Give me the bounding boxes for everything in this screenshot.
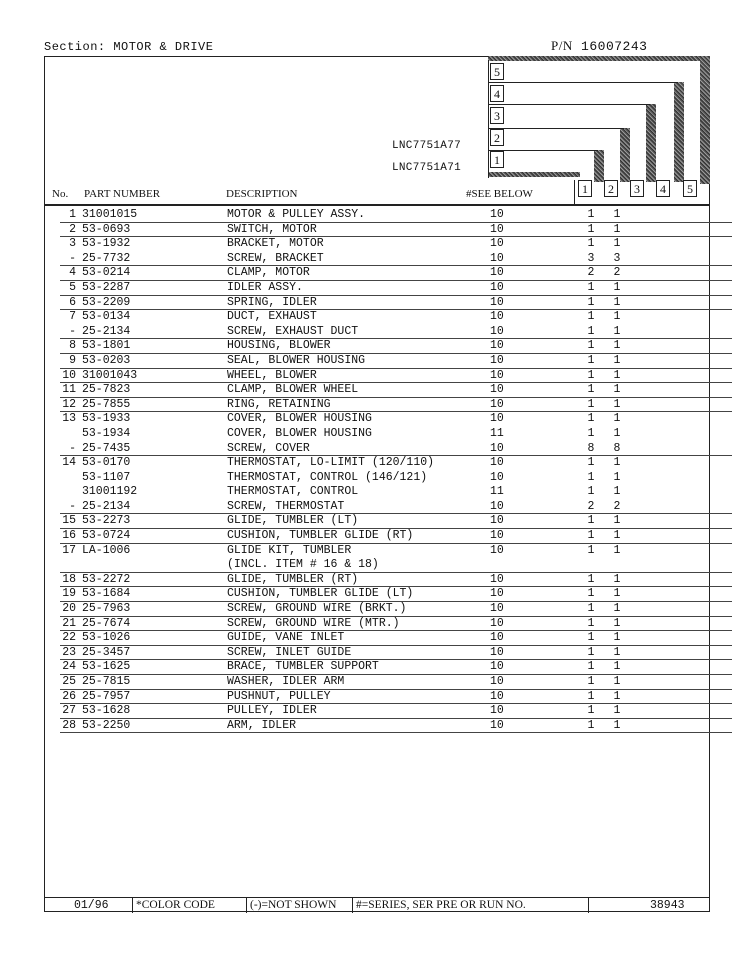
series-code: 10: [490, 543, 504, 557]
part-number: 53-2273: [82, 514, 131, 528]
section-value: MOTOR & DRIVE: [113, 40, 214, 54]
diagram-shade-2: [620, 128, 630, 182]
series-code: 10: [490, 339, 504, 353]
quantity-col-2: 1: [613, 602, 621, 616]
series-code: 10: [490, 397, 504, 411]
column-tag-5: 5: [683, 180, 697, 197]
pn-label: P/N: [551, 38, 573, 53]
footer-not-shown: (-)=NOT SHOWN: [250, 899, 337, 911]
item-number: 11: [62, 383, 76, 397]
series-code: 11: [490, 485, 504, 499]
quantity-col-2: 1: [613, 587, 621, 601]
item-number: 25: [62, 675, 76, 688]
part-number: 53-2250: [82, 718, 131, 732]
part-number: 25-7674: [82, 616, 131, 630]
description: THERMOSTAT, CONTROL: [227, 485, 359, 499]
quantity-col-2: 1: [613, 339, 621, 353]
part-number: 25-2134: [82, 324, 131, 338]
quantity-col-2: 1: [613, 353, 621, 367]
description: PULLEY, IDLER: [227, 704, 317, 718]
description: WHEEL, BLOWER: [227, 368, 317, 382]
table-row: [52, 398, 692, 413]
footer-divider: [246, 898, 247, 913]
item-number: 24: [62, 660, 76, 674]
quantity-col-2: 1: [613, 208, 621, 221]
quantity-col-1: 1: [587, 222, 595, 236]
item-number: 22: [62, 631, 76, 645]
item-number: 3: [69, 237, 76, 251]
item-number: -: [69, 324, 76, 338]
item-number: 10: [62, 368, 76, 382]
footer-color-code: *COLOR CODE: [136, 899, 215, 911]
series-tag-3: 3: [490, 107, 504, 124]
description: CUSHION, TUMBLER GLIDE (RT): [227, 529, 414, 543]
description: GLIDE KIT, TUMBLER: [227, 543, 352, 557]
series-code: 10: [490, 237, 504, 251]
item-number: 21: [62, 616, 76, 630]
quantity-col-1: 1: [587, 660, 595, 674]
item-number: 5: [69, 280, 76, 294]
quantity-col-2: 1: [613, 485, 621, 499]
quantity-col-2: 1: [613, 222, 621, 236]
quantity-col-1: 1: [587, 383, 595, 397]
table-row: [52, 442, 692, 457]
table-row: [52, 412, 692, 427]
description: BRACKET, MOTOR: [227, 237, 324, 251]
series-code: 10: [490, 280, 504, 294]
item-number: 2: [69, 222, 76, 236]
table-row: [52, 587, 692, 602]
description: (INCL. ITEM # 16 & 18): [227, 558, 379, 572]
description: GLIDE, TUMBLER (RT): [227, 572, 359, 586]
table-row: [52, 500, 692, 515]
description: THERMOSTAT, CONTROL (146/121): [227, 470, 428, 484]
quantity-col-1: 1: [587, 543, 595, 557]
part-number: 53-0693: [82, 222, 131, 236]
parts-table: [52, 208, 692, 733]
table-row: [52, 558, 692, 573]
quantity-col-2: 1: [613, 675, 621, 688]
quantity-col-2: 2: [613, 266, 621, 280]
part-number: 25-7732: [82, 251, 131, 265]
table-row: [52, 223, 692, 238]
part-number: 53-1932: [82, 237, 131, 251]
part-number: 53-1933: [82, 412, 131, 426]
table-row: [52, 573, 692, 588]
quantity-col-1: 1: [587, 645, 595, 659]
table-row: [52, 690, 692, 705]
quantity-col-1: 8: [587, 441, 595, 455]
footer-series-note: #=SERIES, SER PRE OR RUN NO.: [356, 899, 526, 911]
table-row: [52, 456, 692, 471]
quantity-col-1: 1: [587, 397, 595, 411]
quantity-col-2: 1: [613, 514, 621, 528]
item-number: 6: [69, 295, 76, 309]
series-code: 10: [490, 660, 504, 674]
description: DUCT, EXHAUST: [227, 310, 317, 324]
series-code: 10: [490, 689, 504, 703]
model-number: LNC7751A77: [392, 140, 462, 152]
table-row: [52, 529, 692, 544]
series-code: 10: [490, 368, 504, 382]
series-tag-5: 5: [490, 63, 504, 80]
quantity-col-2: 1: [613, 704, 621, 718]
diagram-line-left: [488, 60, 489, 178]
quantity-col-1: 1: [587, 485, 595, 499]
quantity-col-1: 2: [587, 266, 595, 280]
description: SCREW, COVER: [227, 441, 310, 455]
column-tag-2: 2: [604, 180, 618, 197]
series-code: 10: [490, 631, 504, 645]
section-heading: [44, 40, 213, 54]
table-row: [52, 383, 692, 398]
quantity-col-1: 1: [587, 310, 595, 324]
quantity-col-1: 1: [587, 353, 595, 367]
diagram-line-3: [488, 128, 624, 129]
part-number: 53-1684: [82, 587, 131, 601]
description: MOTOR & PULLEY ASSY.: [227, 208, 366, 221]
part-number: 25-7855: [82, 397, 131, 411]
header-rule: [44, 204, 710, 206]
diagram-shade-1: [594, 150, 604, 182]
part-number: 53-0170: [82, 456, 131, 470]
quantity-col-1: 1: [587, 280, 595, 294]
series-code: 11: [490, 426, 504, 440]
series-code: 10: [490, 616, 504, 630]
item-number: -: [69, 251, 76, 265]
table-row: [52, 704, 692, 719]
quantity-col-2: 8: [613, 441, 621, 455]
quantity-col-2: 1: [613, 237, 621, 251]
part-number: LA-1006: [82, 543, 131, 557]
description: GLIDE, TUMBLER (LT): [227, 514, 359, 528]
description: SCREW, BRACKET: [227, 251, 324, 265]
part-number: 25-2134: [82, 499, 131, 513]
quantity-col-1: 1: [587, 675, 595, 688]
series-tag-1: 1: [490, 151, 504, 168]
diagram-shade-base: [488, 172, 580, 177]
series-code: 10: [490, 456, 504, 470]
description: SWITCH, MOTOR: [227, 222, 317, 236]
item-number: -: [69, 441, 76, 455]
quantity-col-2: 2: [613, 499, 621, 513]
diagram-shade-4: [674, 82, 684, 182]
quantity-col-1: 1: [587, 616, 595, 630]
part-number: 25-7957: [82, 689, 131, 703]
part-number: 25-7823: [82, 383, 131, 397]
series-code: 10: [490, 251, 504, 265]
quantity-col-1: 1: [587, 368, 595, 382]
series-code: 10: [490, 675, 504, 688]
part-number: 31001015: [82, 208, 138, 221]
description: COVER, BLOWER HOUSING: [227, 426, 372, 440]
description: SCREW, GROUND WIRE (BRKT.): [227, 602, 407, 616]
description: WASHER, IDLER ARM: [227, 675, 345, 688]
footer-doc-number: 38943: [650, 899, 685, 912]
part-number: 53-0134: [82, 310, 131, 324]
table-row: [52, 660, 692, 675]
description: SEAL, BLOWER HOUSING: [227, 353, 366, 367]
part-number: 25-7963: [82, 602, 131, 616]
quantity-col-2: 1: [613, 295, 621, 309]
quantity-col-2: 1: [613, 718, 621, 732]
quantity-col-2: 1: [613, 689, 621, 703]
description: SCREW, GROUND WIRE (MTR.): [227, 616, 400, 630]
quantity-col-2: 1: [613, 397, 621, 411]
col-separator: [574, 180, 575, 204]
table-row: [52, 427, 692, 442]
part-number: 53-1628: [82, 704, 131, 718]
table-row: [52, 646, 692, 661]
description: SCREW, THERMOSTAT: [227, 499, 345, 513]
part-number: 25-7815: [82, 675, 131, 688]
description: CLAMP, BLOWER WHEEL: [227, 383, 359, 397]
series-code: 10: [490, 470, 504, 484]
page-part-number: [551, 38, 647, 54]
part-number: 53-1801: [82, 339, 131, 353]
series-code: 10: [490, 529, 504, 543]
item-number: 8: [69, 339, 76, 353]
series-code: 10: [490, 353, 504, 367]
item-number: 14: [62, 456, 76, 470]
part-number: 53-1934: [82, 426, 131, 440]
item-number: 23: [62, 645, 76, 659]
table-row: [52, 631, 692, 646]
table-row: [52, 675, 692, 690]
description: CLAMP, MOTOR: [227, 266, 310, 280]
series-code: 10: [490, 441, 504, 455]
description: BRACE, TUMBLER SUPPORT: [227, 660, 379, 674]
quantity-col-1: 1: [587, 339, 595, 353]
quantity-col-2: 1: [613, 310, 621, 324]
part-number: 53-1107: [82, 470, 131, 484]
table-row: [52, 369, 692, 384]
part-number: 53-2209: [82, 295, 131, 309]
quantity-col-2: 1: [613, 324, 621, 338]
table-row: [52, 514, 692, 529]
col-no-heading: No.: [52, 188, 69, 200]
series-code: 10: [490, 645, 504, 659]
quantity-col-2: 1: [613, 470, 621, 484]
diagram-shade-3: [646, 104, 656, 182]
quantity-col-1: 1: [587, 456, 595, 470]
description: HOUSING, BLOWER: [227, 339, 331, 353]
quantity-col-1: 1: [587, 412, 595, 426]
part-number: 53-0724: [82, 529, 131, 543]
quantity-col-1: 1: [587, 718, 595, 732]
description: PUSHNUT, PULLEY: [227, 689, 331, 703]
item-number: 1: [69, 208, 76, 221]
part-number: 25-3457: [82, 645, 131, 659]
footer-divider: [132, 898, 133, 913]
series-code: 10: [490, 704, 504, 718]
diagram-shade-right: [700, 56, 710, 184]
description: SPRING, IDLER: [227, 295, 317, 309]
item-number: 16: [62, 529, 76, 543]
quantity-col-2: 1: [613, 616, 621, 630]
table-row: [52, 339, 692, 354]
item-number: 19: [62, 587, 76, 601]
table-row: [52, 485, 692, 500]
series-code: 10: [490, 718, 504, 732]
quantity-col-2: 1: [613, 412, 621, 426]
description: IDLER ASSY.: [227, 280, 303, 294]
quantity-col-2: 1: [613, 368, 621, 382]
item-number: 26: [62, 689, 76, 703]
series-code: 10: [490, 572, 504, 586]
quantity-col-2: 3: [613, 251, 621, 265]
table-row: [52, 471, 692, 486]
table-row: [52, 544, 692, 559]
footer-divider: [352, 898, 353, 913]
table-row: [52, 266, 692, 281]
description: COVER, BLOWER HOUSING: [227, 412, 372, 426]
quantity-col-1: 1: [587, 631, 595, 645]
quantity-col-1: 2: [587, 499, 595, 513]
quantity-col-1: 1: [587, 237, 595, 251]
item-number: 9: [69, 353, 76, 367]
item-number: 20: [62, 602, 76, 616]
part-number: 25-7435: [82, 441, 131, 455]
series-tag-2: 2: [490, 129, 504, 146]
col-see-below-heading: #SEE BELOW: [466, 188, 533, 200]
diagram-line-5: [488, 82, 678, 83]
quantity-col-1: 3: [587, 251, 595, 265]
series-code: 10: [490, 208, 504, 221]
column-tag-4: 4: [656, 180, 670, 197]
series-code: 10: [490, 324, 504, 338]
part-number: 53-2287: [82, 280, 131, 294]
description: THERMOSTAT, LO-LIMIT (120/110): [227, 456, 435, 470]
description: SCREW, EXHAUST DUCT: [227, 324, 359, 338]
quantity-col-1: 1: [587, 470, 595, 484]
series-code: 10: [490, 383, 504, 397]
table-row: [52, 617, 692, 632]
item-number: 15: [62, 514, 76, 528]
col-part-number-heading: PART NUMBER: [84, 188, 161, 200]
table-row: [52, 602, 692, 617]
quantity-col-1: 1: [587, 704, 595, 718]
quantity-col-1: 1: [587, 208, 595, 221]
quantity-col-1: 1: [587, 587, 595, 601]
diagram-shade-top: [488, 56, 710, 61]
description: SCREW, INLET GUIDE: [227, 645, 352, 659]
part-number: 53-2272: [82, 572, 131, 586]
item-number: -: [69, 499, 76, 513]
quantity-col-2: 1: [613, 456, 621, 470]
quantity-col-2: 1: [613, 660, 621, 674]
series-code: 10: [490, 514, 504, 528]
quantity-col-2: 1: [613, 280, 621, 294]
item-number: 27: [62, 704, 76, 718]
pn-value: 16007243: [581, 39, 648, 54]
part-number: 53-0214: [82, 266, 131, 280]
quantity-col-2: 1: [613, 529, 621, 543]
series-code: 10: [490, 587, 504, 601]
part-number: 31001192: [82, 485, 138, 499]
quantity-col-2: 1: [613, 645, 621, 659]
col-description-heading: DESCRIPTION: [226, 188, 298, 200]
quantity-col-1: 1: [587, 324, 595, 338]
quantity-col-2: 1: [613, 426, 621, 440]
diagram-line-4: [488, 104, 650, 105]
series-code: 10: [490, 295, 504, 309]
item-number: 4: [69, 266, 76, 280]
table-row: [52, 252, 692, 267]
quantity-col-1: 1: [587, 689, 595, 703]
table-row: [52, 237, 692, 252]
series-code: 10: [490, 499, 504, 513]
series-code: 10: [490, 222, 504, 236]
table-row: [52, 281, 692, 296]
column-tag-1: 1: [578, 180, 592, 197]
series-code: 10: [490, 266, 504, 280]
footer-divider: [588, 898, 589, 913]
description: CUSHION, TUMBLER GLIDE (LT): [227, 587, 414, 601]
quantity-col-2: 1: [613, 543, 621, 557]
part-number: 53-1625: [82, 660, 131, 674]
diagram-line-2: [488, 150, 598, 151]
table-row: [52, 354, 692, 369]
part-number: 53-0203: [82, 353, 131, 367]
table-row: [52, 310, 692, 325]
quantity-col-1: 1: [587, 295, 595, 309]
series-code: 10: [490, 310, 504, 324]
quantity-col-1: 1: [587, 602, 595, 616]
item-number: 18: [62, 572, 76, 586]
footer-date: 01/96: [74, 899, 109, 912]
series-code: 10: [490, 412, 504, 426]
description: GUIDE, VANE INLET: [227, 631, 345, 645]
quantity-col-1: 1: [587, 529, 595, 543]
column-tag-3: 3: [630, 180, 644, 197]
description: RING, RETAINING: [227, 397, 331, 411]
quantity-col-1: 1: [587, 572, 595, 586]
item-number: 17: [62, 543, 76, 557]
footer-bar: [44, 897, 710, 913]
table-row: [52, 208, 692, 223]
item-number: 7: [69, 310, 76, 324]
part-number: 31001043: [82, 368, 138, 382]
series-tag-4: 4: [490, 85, 504, 102]
quantity-col-2: 1: [613, 383, 621, 397]
quantity-col-2: 1: [613, 572, 621, 586]
quantity-col-1: 1: [587, 514, 595, 528]
quantity-col-1: 1: [587, 426, 595, 440]
table-row: [52, 719, 692, 734]
quantity-col-2: 1: [613, 631, 621, 645]
item-number: 12: [62, 397, 76, 411]
item-number: 13: [62, 412, 76, 426]
table-row: [52, 296, 692, 311]
series-code: 10: [490, 602, 504, 616]
part-number: 53-1026: [82, 631, 131, 645]
section-label: Section:: [44, 40, 106, 54]
model-number: LNC7751A71: [392, 162, 462, 174]
table-row: [52, 325, 692, 340]
item-number: 28: [62, 718, 76, 732]
description: ARM, IDLER: [227, 718, 297, 732]
